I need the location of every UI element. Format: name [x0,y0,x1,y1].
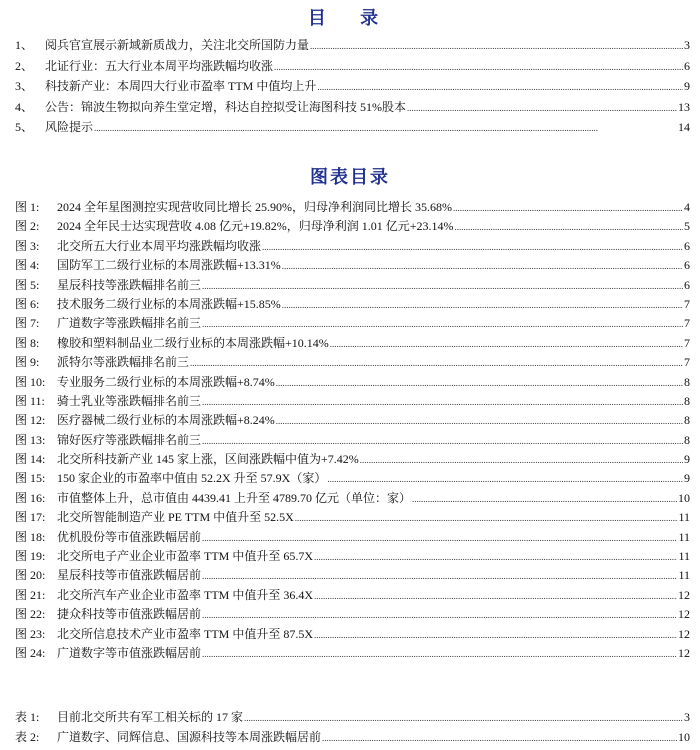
entry-page: 6 [684,277,690,292]
leader-dots [202,394,683,409]
toc-entry[interactable] [15,36,690,57]
entry-page: 14 [678,120,690,135]
figure-entry[interactable] [15,605,690,624]
figure-entry[interactable] [15,625,690,644]
figure-entry[interactable] [15,431,690,450]
leader-dots [202,568,677,583]
leader-dots [202,316,683,331]
leader-dots [412,491,677,506]
entry-number: 5、 [15,120,34,135]
entry-page: 9 [684,471,690,486]
entry-page: 3 [684,38,690,52]
entry-number: 表 2: [15,730,40,744]
entry-page: 7 [684,316,690,331]
entry-page: 11 [678,510,690,525]
entry-page: 9 [684,452,690,467]
entry-title: 阅兵官宣展示新域新质战力，关注北交所国防力量 [45,38,310,52]
toc-entry[interactable] [15,98,690,119]
entry-title: 2024 全年星图测控实现营收同比增长 25.90%，归母净利润同比增长 35.68% [57,200,452,214]
leader-dots [202,530,677,545]
leader-dots [282,297,683,312]
figure-entry[interactable] [15,547,690,566]
toc-entry[interactable] [15,77,690,98]
entry-title: 150 家企业的市盈率中值由 52.2X 升至 57.9X（家） [57,471,327,486]
entry-title: 广道数字等市值涨跌幅居前 [57,645,202,660]
entry-page: 12 [678,626,690,641]
entry-title: 星辰科技等涨跌幅排名前三 [57,277,202,292]
entry-page: 4 [684,200,690,214]
entry-number: 图 16: [15,490,46,505]
entry-number: 图 7: [15,316,40,331]
entry-title: 国防军工二级行业标的本周涨跌幅+13.31% [57,258,281,273]
leader-dots [202,646,677,661]
entry-page: 8 [684,374,690,389]
entry-page: 8 [684,413,690,428]
entry-page: 3 [684,710,690,724]
entry-page: 11 [678,568,690,583]
entry-number: 图 12: [15,413,46,428]
leader-dots [190,355,683,370]
entry-number: 图 18: [15,529,46,544]
entry-number: 2、 [15,58,34,73]
entry-number: 图 21: [15,587,46,602]
figure-entry[interactable] [15,450,690,469]
toc-entry[interactable] [15,57,690,78]
entry-number: 图 3: [15,238,40,253]
leader-dots [453,200,683,215]
entry-page: 8 [684,393,690,408]
entry-title: 捷众科技等市值涨跌幅居前 [57,607,202,622]
tables-list [15,708,690,748]
entry-title: 风险提示 [45,120,94,135]
entry-page: 10 [678,730,690,744]
figure-entry[interactable] [15,217,690,236]
figure-entry[interactable] [15,586,690,605]
figure-entry[interactable] [15,276,690,295]
entry-title: 北交所科技新产业 145 家上涨，区间涨跌幅中值为+7.42% [57,452,359,467]
leader-dots [262,239,683,254]
entry-page: 6 [684,58,690,73]
entry-number: 4、 [15,99,34,114]
leader-dots [455,219,683,234]
entry-page: 7 [684,355,690,370]
entry-title: 锦好医疗等涨跌幅排名前三 [57,432,202,447]
entry-number: 3、 [15,79,34,94]
table-entry[interactable] [15,728,690,748]
entry-title: 技术服务二级行业标的本周涨跌幅+15.85% [57,296,281,311]
entry-number: 图 1: [15,200,40,214]
entry-title: 广道数字、同辉信息、国源科技等本周涨跌幅居前 [57,730,322,744]
leader-dots [407,100,677,115]
leader-dots [310,38,683,53]
entry-page: 5 [684,219,690,234]
figure-entry[interactable] [15,469,690,488]
entry-page: 10 [678,490,690,505]
figure-entry[interactable] [15,566,690,585]
entry-title: 骑士乳业等涨跌幅排名前三 [57,393,202,408]
entry-page: 13 [678,99,690,114]
toc-entry[interactable] [15,118,690,139]
figure-entry[interactable] [15,256,690,275]
leader-dots [282,258,683,273]
entry-page: 11 [678,549,690,564]
leader-dots [94,120,677,135]
entry-page: 6 [684,258,690,273]
leader-dots [276,413,683,428]
toc-list [15,36,690,139]
entry-title: 目前北交所共有军工相关标的 17 家 [57,710,244,724]
entry-number: 图 24: [15,645,46,660]
leader-dots [314,627,677,642]
entry-title: 北交所汽车产业企业市盈率 TTM 中值升至 36.4X [57,587,313,602]
entry-number: 图 9: [15,355,40,370]
entry-number: 图 20: [15,568,46,583]
entry-title: 医疗器械二级行业标的本周涨跌幅+8.24% [57,413,275,428]
leader-dots [330,336,683,351]
entry-title: 公告：锦波生物拟向养生堂定增，科达自控拟受让海图科技 51%股本 [45,99,406,114]
entry-title: 2024 全年民士达实现营收 4.08 亿元+19.82%，归母净利润 1.01 亿元+23.14% [57,219,454,234]
entry-title: 市值整体上升，总市值由 4439.41 上升至 4789.70 亿元（单位：家） [57,490,412,505]
figure-entry[interactable] [15,314,690,333]
entry-page: 9 [684,79,690,94]
figure-entry[interactable] [15,198,690,217]
table-entry[interactable] [15,708,690,728]
figure-entry[interactable] [15,373,690,392]
entry-title: 北交所五大行业本周平均涨跌幅均收涨 [57,238,262,253]
leader-dots [314,549,677,564]
entry-number: 表 1: [15,710,40,724]
entry-title: 橡胶和塑料制品业二级行业标的本周涨跌幅+10.14% [57,335,329,350]
leader-dots [314,588,677,603]
entry-title: 北证行业：五大行业本周平均涨跌幅均收涨 [45,58,274,73]
leader-dots [274,59,683,74]
entry-number: 图 19: [15,549,46,564]
entry-title: 北交所电子产业企业市盈率 TTM 中值升至 65.7X [57,549,313,564]
entry-title: 广道数字等涨跌幅排名前三 [57,316,202,331]
entry-title: 优机股份等市值涨跌幅居前 [57,529,202,544]
leader-dots [202,433,683,448]
figure-entry[interactable] [15,353,690,372]
entry-number: 1、 [15,38,34,52]
entry-page: 7 [684,296,690,311]
entry-number: 图 8: [15,335,40,350]
figure-entry[interactable] [15,489,690,508]
figure-entry[interactable] [15,334,690,353]
leader-dots [360,452,683,467]
figure-entry[interactable] [15,508,690,527]
entry-title: 专业服务二级行业标的本周涨跌幅+8.74% [57,374,275,389]
leader-dots [202,278,683,293]
entry-title: 派特尔等涨跌幅排名前三 [57,355,190,370]
leader-dots [276,375,683,390]
entry-title: 星辰科技等市值涨跌幅居前 [57,568,202,583]
entry-title: 科技新产业：本周四大行业市盈率 TTM 中值均上升 [45,79,317,94]
figure-entry[interactable] [15,528,690,547]
entry-number: 图 15: [15,471,46,486]
leader-dots [317,79,683,94]
leader-dots [322,730,677,745]
entry-number: 图 13: [15,432,46,447]
leader-dots [295,510,678,525]
figure-entry[interactable] [15,644,690,663]
entry-number: 图 14: [15,452,46,467]
entry-number: 图 10: [15,374,46,389]
leader-dots [244,710,683,725]
leader-dots [202,607,677,622]
entry-number: 图 23: [15,626,46,641]
entry-title: 北交所智能制造产业 PE TTM 中值升至 52.5X [57,510,294,525]
entry-number: 图 6: [15,296,40,311]
entry-page: 7 [684,335,690,350]
entry-number: 图 22: [15,607,46,622]
entry-number: 图 17: [15,510,46,525]
entry-number: 图 5: [15,277,40,292]
entry-page: 12 [678,587,690,602]
entry-number: 图 2: [15,219,40,234]
entry-page: 11 [678,529,690,544]
entry-page: 6 [684,238,690,253]
figure-entry[interactable] [15,411,690,430]
entry-page: 12 [678,607,690,622]
figure-entry[interactable] [15,392,690,411]
entry-page: 8 [684,432,690,447]
figures-list [15,198,690,663]
entry-title: 北交所信息技术产业市盈率 TTM 中值升至 87.5X [57,626,313,641]
figure-entry[interactable] [15,295,690,314]
entry-page: 12 [678,645,690,660]
entry-number: 图 4: [15,258,40,273]
toc-title: 目 录 [307,8,393,29]
entry-number: 图 11: [15,393,45,408]
figures-title: 图表目录 [310,167,390,188]
figure-entry[interactable] [15,237,690,256]
leader-dots [327,471,683,486]
